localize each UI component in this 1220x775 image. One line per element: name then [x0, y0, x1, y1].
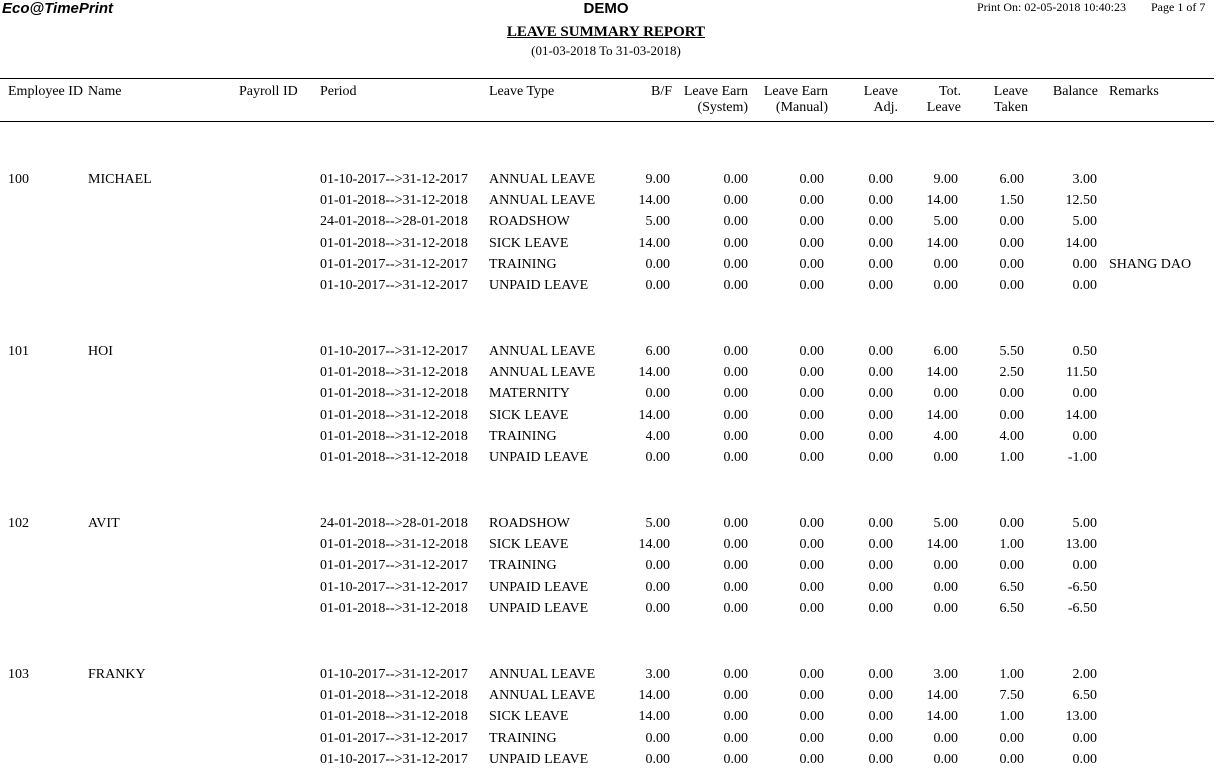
cell-tot: 0.00 — [933, 450, 958, 465]
col-header-earn-manual-l1: Leave Earn — [763, 84, 828, 99]
cell-period: 01-01-2017-->31-12-2017 — [320, 558, 468, 573]
cell-bf: 0.00 — [645, 580, 670, 595]
cell-taken: 2.50 — [999, 365, 1024, 380]
cell-balance: 11.50 — [1066, 365, 1097, 380]
cell-bf: 0.00 — [645, 257, 670, 272]
cell-adj: 0.00 — [868, 601, 893, 616]
cell-taken: 1.00 — [999, 667, 1024, 682]
cell-adj: 0.00 — [868, 278, 893, 293]
cell-taken: 1.00 — [999, 450, 1024, 465]
cell-balance: 14.00 — [1065, 236, 1097, 251]
cell-bf: 14.00 — [638, 236, 670, 251]
cell-balance: 0.00 — [1072, 278, 1097, 293]
col-header-adj-l2: Adj. — [873, 100, 898, 115]
company-name: DEMO — [583, 0, 629, 17]
cell-adj: 0.00 — [868, 667, 893, 682]
cell-tot: 14.00 — [926, 193, 958, 208]
cell-balance: 0.00 — [1072, 731, 1097, 746]
cell-bf: 6.00 — [645, 344, 670, 359]
cell-tot: 0.00 — [933, 580, 958, 595]
cell-earn-manual: 0.00 — [799, 278, 824, 293]
cell-period: 01-01-2018-->31-12-2018 — [320, 537, 468, 552]
col-header-tot-l2: Leave — [926, 100, 961, 115]
cell-period: 01-10-2017-->31-12-2017 — [320, 278, 468, 293]
cell-balance: 6.50 — [1072, 688, 1097, 703]
cell-earn-system: 0.00 — [723, 386, 748, 401]
cell-tot: 14.00 — [926, 236, 958, 251]
employee-name: FRANKY — [88, 667, 146, 682]
employee-name: HOI — [88, 344, 113, 359]
cell-period: 01-01-2018-->31-12-2018 — [320, 236, 468, 251]
cell-period: 01-01-2018-->31-12-2018 — [320, 429, 468, 444]
cell-leave-type: ANNUAL LEAVE — [489, 365, 596, 380]
col-header-earn-system-l2: (System) — [697, 100, 748, 115]
cell-period: 01-01-2018-->31-12-2018 — [320, 193, 468, 208]
cell-tot: 14.00 — [926, 709, 958, 724]
cell-earn-manual: 0.00 — [799, 172, 824, 187]
header-top-rule — [0, 78, 1214, 79]
cell-leave-type: ROADSHOW — [489, 214, 570, 229]
cell-earn-manual: 0.00 — [799, 236, 824, 251]
cell-earn-system: 0.00 — [723, 193, 748, 208]
col-header-taken-l2: Taken — [993, 100, 1028, 115]
cell-balance: 5.00 — [1072, 516, 1097, 531]
cell-tot: 3.00 — [933, 667, 958, 682]
cell-taken: 1.50 — [999, 193, 1024, 208]
cell-tot: 14.00 — [926, 365, 958, 380]
print-timestamp: Print On: 02-05-2018 10:40:23 — [977, 0, 1126, 14]
cell-earn-system: 0.00 — [723, 429, 748, 444]
cell-tot: 5.00 — [933, 516, 958, 531]
cell-tot: 0.00 — [933, 752, 958, 767]
cell-adj: 0.00 — [868, 580, 893, 595]
cell-taken: 1.00 — [999, 709, 1024, 724]
cell-bf: 5.00 — [645, 516, 670, 531]
col-header-tot-l1: Tot. — [939, 84, 961, 99]
employee-name: MICHAEL — [88, 172, 152, 187]
cell-tot: 14.00 — [926, 537, 958, 552]
cell-earn-manual: 0.00 — [799, 214, 824, 229]
cell-taken: 1.00 — [999, 537, 1024, 552]
cell-adj: 0.00 — [868, 365, 893, 380]
cell-taken: 0.00 — [999, 408, 1024, 423]
cell-period: 01-01-2018-->31-12-2018 — [320, 365, 468, 380]
cell-period: 01-01-2017-->31-12-2017 — [320, 257, 468, 272]
col-header-payroll-id: Payroll ID — [239, 84, 298, 99]
cell-earn-system: 0.00 — [723, 257, 748, 272]
cell-period: 01-01-2018-->31-12-2018 — [320, 601, 468, 616]
cell-taken: 0.00 — [999, 731, 1024, 746]
cell-leave-type: UNPAID LEAVE — [489, 278, 589, 293]
cell-taken: 6.50 — [999, 601, 1024, 616]
cell-period: 01-01-2018-->31-12-2018 — [320, 709, 468, 724]
cell-bf: 0.00 — [645, 752, 670, 767]
cell-earn-system: 0.00 — [723, 752, 748, 767]
col-header-earn-system — [672, 84, 748, 116]
col-header-remarks: Remarks — [1109, 84, 1159, 99]
cell-bf: 9.00 — [645, 172, 670, 187]
cell-adj: 0.00 — [868, 236, 893, 251]
cell-earn-system: 0.00 — [723, 365, 748, 380]
cell-leave-type: TRAINING — [489, 429, 557, 444]
employee-name: AVIT — [88, 516, 120, 531]
cell-taken: 0.00 — [999, 558, 1024, 573]
cell-adj: 0.00 — [868, 537, 893, 552]
cell-earn-manual: 0.00 — [799, 688, 824, 703]
cell-adj: 0.00 — [868, 731, 893, 746]
cell-tot: 0.00 — [933, 386, 958, 401]
col-header-employee-id: Employee ID — [8, 84, 84, 99]
cell-taken: 0.00 — [999, 278, 1024, 293]
cell-tot: 9.00 — [933, 172, 958, 187]
cell-earn-manual: 0.00 — [799, 752, 824, 767]
cell-earn-system: 0.00 — [723, 731, 748, 746]
col-header-tot — [900, 84, 961, 116]
cell-balance: 0.00 — [1072, 257, 1097, 272]
cell-period: 01-10-2017-->31-12-2017 — [320, 580, 468, 595]
cell-bf: 14.00 — [638, 688, 670, 703]
date-range: (01-03-2018 To 31-03-2018) — [531, 43, 681, 58]
cell-bf: 14.00 — [638, 408, 670, 423]
cell-leave-type: UNPAID LEAVE — [489, 580, 589, 595]
cell-leave-type: SICK LEAVE — [489, 408, 569, 423]
cell-taken: 0.00 — [999, 752, 1024, 767]
cell-tot: 14.00 — [926, 688, 958, 703]
cell-adj: 0.00 — [868, 516, 893, 531]
report-title — [0, 24, 1212, 41]
cell-balance: 0.00 — [1072, 386, 1097, 401]
cell-earn-system: 0.00 — [723, 580, 748, 595]
cell-leave-type: MATERNITY — [489, 386, 570, 401]
cell-balance: -6.50 — [1067, 601, 1097, 616]
cell-earn-manual: 0.00 — [799, 667, 824, 682]
cell-bf: 0.00 — [645, 558, 670, 573]
cell-taken: 5.50 — [999, 344, 1024, 359]
cell-period: 01-01-2018-->31-12-2018 — [320, 450, 468, 465]
col-header-bf: B/F — [650, 84, 672, 99]
cell-balance: 0.50 — [1072, 344, 1097, 359]
cell-adj: 0.00 — [868, 408, 893, 423]
cell-earn-manual: 0.00 — [799, 516, 824, 531]
col-header-balance: Balance — [1052, 84, 1098, 99]
cell-period: 01-10-2017-->31-12-2017 — [320, 172, 468, 187]
cell-earn-system: 0.00 — [723, 450, 748, 465]
cell-balance: 13.00 — [1065, 709, 1097, 724]
cell-balance: 0.00 — [1072, 429, 1097, 444]
cell-period: 01-10-2017-->31-12-2017 — [320, 667, 468, 682]
cell-leave-type: UNPAID LEAVE — [489, 752, 589, 767]
cell-adj: 0.00 — [868, 214, 893, 229]
col-header-name: Name — [88, 84, 122, 99]
cell-balance: 0.00 — [1072, 558, 1097, 573]
cell-period: 24-01-2018-->28-01-2018 — [320, 214, 468, 229]
col-header-period: Period — [320, 84, 357, 99]
cell-leave-type: ROADSHOW — [489, 516, 570, 531]
cell-balance: 12.50 — [1065, 193, 1097, 208]
cell-earn-system: 0.00 — [723, 709, 748, 724]
cell-tot: 0.00 — [933, 257, 958, 272]
cell-balance: 14.00 — [1065, 408, 1097, 423]
report-title-text: LEAVE SUMMARY REPORT — [506, 24, 706, 40]
cell-earn-system: 0.00 — [723, 667, 748, 682]
cell-balance: 13.00 — [1065, 537, 1097, 552]
cell-earn-system: 0.00 — [723, 558, 748, 573]
cell-taken: 0.00 — [999, 257, 1024, 272]
cell-balance: -1.00 — [1067, 450, 1097, 465]
employee-id: 103 — [8, 667, 29, 682]
col-header-earn-system-l1: Leave Earn — [683, 84, 748, 99]
cell-bf: 14.00 — [638, 365, 670, 380]
cell-adj: 0.00 — [868, 193, 893, 208]
cell-tot: 0.00 — [933, 558, 958, 573]
header-bottom-rule — [0, 121, 1214, 122]
cell-adj: 0.00 — [868, 257, 893, 272]
cell-adj: 0.00 — [868, 709, 893, 724]
cell-leave-type: TRAINING — [489, 257, 557, 272]
cell-leave-type: ANNUAL LEAVE — [489, 688, 596, 703]
cell-taken: 0.00 — [999, 214, 1024, 229]
cell-earn-system: 0.00 — [723, 601, 748, 616]
col-header-taken-l1: Leave — [993, 84, 1028, 99]
cell-period: 01-01-2018-->31-12-2018 — [320, 408, 468, 423]
cell-tot: 14.00 — [926, 408, 958, 423]
cell-adj: 0.00 — [868, 688, 893, 703]
cell-earn-system: 0.00 — [723, 236, 748, 251]
cell-adj: 0.00 — [868, 386, 893, 401]
cell-leave-type: TRAINING — [489, 558, 557, 573]
cell-period: 01-10-2017-->31-12-2017 — [320, 752, 468, 767]
cell-taken: 0.00 — [999, 386, 1024, 401]
cell-period: 24-01-2018-->28-01-2018 — [320, 516, 468, 531]
cell-balance: 5.00 — [1072, 214, 1097, 229]
col-header-earn-manual — [748, 84, 828, 116]
cell-adj: 0.00 — [868, 558, 893, 573]
col-header-leave-type: Leave Type — [489, 84, 555, 99]
cell-earn-manual: 0.00 — [799, 580, 824, 595]
cell-earn-system: 0.00 — [723, 408, 748, 423]
cell-earn-manual: 0.00 — [799, 365, 824, 380]
cell-balance: 0.00 — [1072, 752, 1097, 767]
cell-period: 01-10-2017-->31-12-2017 — [320, 344, 468, 359]
cell-bf: 0.00 — [645, 450, 670, 465]
cell-taken: 0.00 — [999, 516, 1024, 531]
cell-earn-manual: 0.00 — [799, 537, 824, 552]
employee-id: 102 — [8, 516, 29, 531]
cell-leave-type: SICK LEAVE — [489, 709, 569, 724]
cell-earn-manual: 0.00 — [799, 257, 824, 272]
cell-bf: 14.00 — [638, 193, 670, 208]
cell-adj: 0.00 — [868, 450, 893, 465]
employee-id: 100 — [8, 172, 29, 187]
cell-earn-manual: 0.00 — [799, 193, 824, 208]
cell-tot: 6.00 — [933, 344, 958, 359]
cell-balance: 2.00 — [1072, 667, 1097, 682]
col-header-taken — [966, 84, 1028, 116]
cell-earn-manual: 0.00 — [799, 731, 824, 746]
cell-period: 01-01-2018-->31-12-2018 — [320, 688, 468, 703]
cell-earn-manual: 0.00 — [799, 386, 824, 401]
cell-balance: 3.00 — [1072, 172, 1097, 187]
cell-bf: 3.00 — [645, 667, 670, 682]
cell-adj: 0.00 — [868, 172, 893, 187]
cell-earn-manual: 0.00 — [799, 450, 824, 465]
cell-earn-system: 0.00 — [723, 344, 748, 359]
cell-bf: 0.00 — [645, 731, 670, 746]
cell-remarks: SHANG DAO — [1109, 257, 1192, 272]
cell-tot: 5.00 — [933, 214, 958, 229]
cell-leave-type: ANNUAL LEAVE — [489, 193, 596, 208]
cell-adj: 0.00 — [868, 344, 893, 359]
page-number: Page 1 of 7 — [1151, 0, 1206, 14]
cell-earn-system: 0.00 — [723, 278, 748, 293]
col-header-adj-l1: Leave — [863, 84, 898, 99]
cell-balance: -6.50 — [1067, 580, 1097, 595]
cell-bf: 14.00 — [638, 537, 670, 552]
cell-leave-type: SICK LEAVE — [489, 537, 569, 552]
cell-bf: 0.00 — [645, 278, 670, 293]
cell-period: 01-01-2018-->31-12-2018 — [320, 386, 468, 401]
cell-adj: 0.00 — [868, 752, 893, 767]
cell-leave-type: ANNUAL LEAVE — [489, 344, 596, 359]
cell-earn-manual: 0.00 — [799, 709, 824, 724]
cell-bf: 0.00 — [645, 601, 670, 616]
cell-leave-type: SICK LEAVE — [489, 236, 569, 251]
cell-leave-type: UNPAID LEAVE — [489, 601, 589, 616]
cell-taken: 4.00 — [999, 429, 1024, 444]
cell-earn-manual: 0.00 — [799, 558, 824, 573]
cell-bf: 5.00 — [645, 214, 670, 229]
cell-earn-manual: 0.00 — [799, 344, 824, 359]
cell-tot: 0.00 — [933, 278, 958, 293]
cell-earn-manual: 0.00 — [799, 408, 824, 423]
cell-earn-system: 0.00 — [723, 688, 748, 703]
cell-taken: 6.50 — [999, 580, 1024, 595]
cell-taken: 7.50 — [999, 688, 1024, 703]
cell-earn-manual: 0.00 — [799, 429, 824, 444]
cell-bf: 4.00 — [645, 429, 670, 444]
cell-leave-type: ANNUAL LEAVE — [489, 667, 596, 682]
cell-tot: 0.00 — [933, 601, 958, 616]
col-header-earn-manual-l2: (Manual) — [775, 100, 828, 115]
cell-bf: 14.00 — [638, 709, 670, 724]
cell-tot: 0.00 — [933, 731, 958, 746]
cell-bf: 0.00 — [645, 386, 670, 401]
col-header-adj — [840, 84, 898, 116]
cell-taken: 6.00 — [999, 172, 1024, 187]
cell-leave-type: UNPAID LEAVE — [489, 450, 589, 465]
cell-earn-system: 0.00 — [723, 172, 748, 187]
cell-earn-system: 0.00 — [723, 516, 748, 531]
cell-earn-system: 0.00 — [723, 214, 748, 229]
cell-earn-manual: 0.00 — [799, 601, 824, 616]
cell-tot: 4.00 — [933, 429, 958, 444]
cell-taken: 0.00 — [999, 236, 1024, 251]
cell-adj: 0.00 — [868, 429, 893, 444]
brand-logo-text: Eco@TimePrint — [2, 0, 114, 17]
employee-id: 101 — [8, 344, 29, 359]
cell-leave-type: TRAINING — [489, 731, 557, 746]
cell-earn-system: 0.00 — [723, 537, 748, 552]
cell-period: 01-01-2017-->31-12-2017 — [320, 731, 468, 746]
cell-leave-type: ANNUAL LEAVE — [489, 172, 596, 187]
